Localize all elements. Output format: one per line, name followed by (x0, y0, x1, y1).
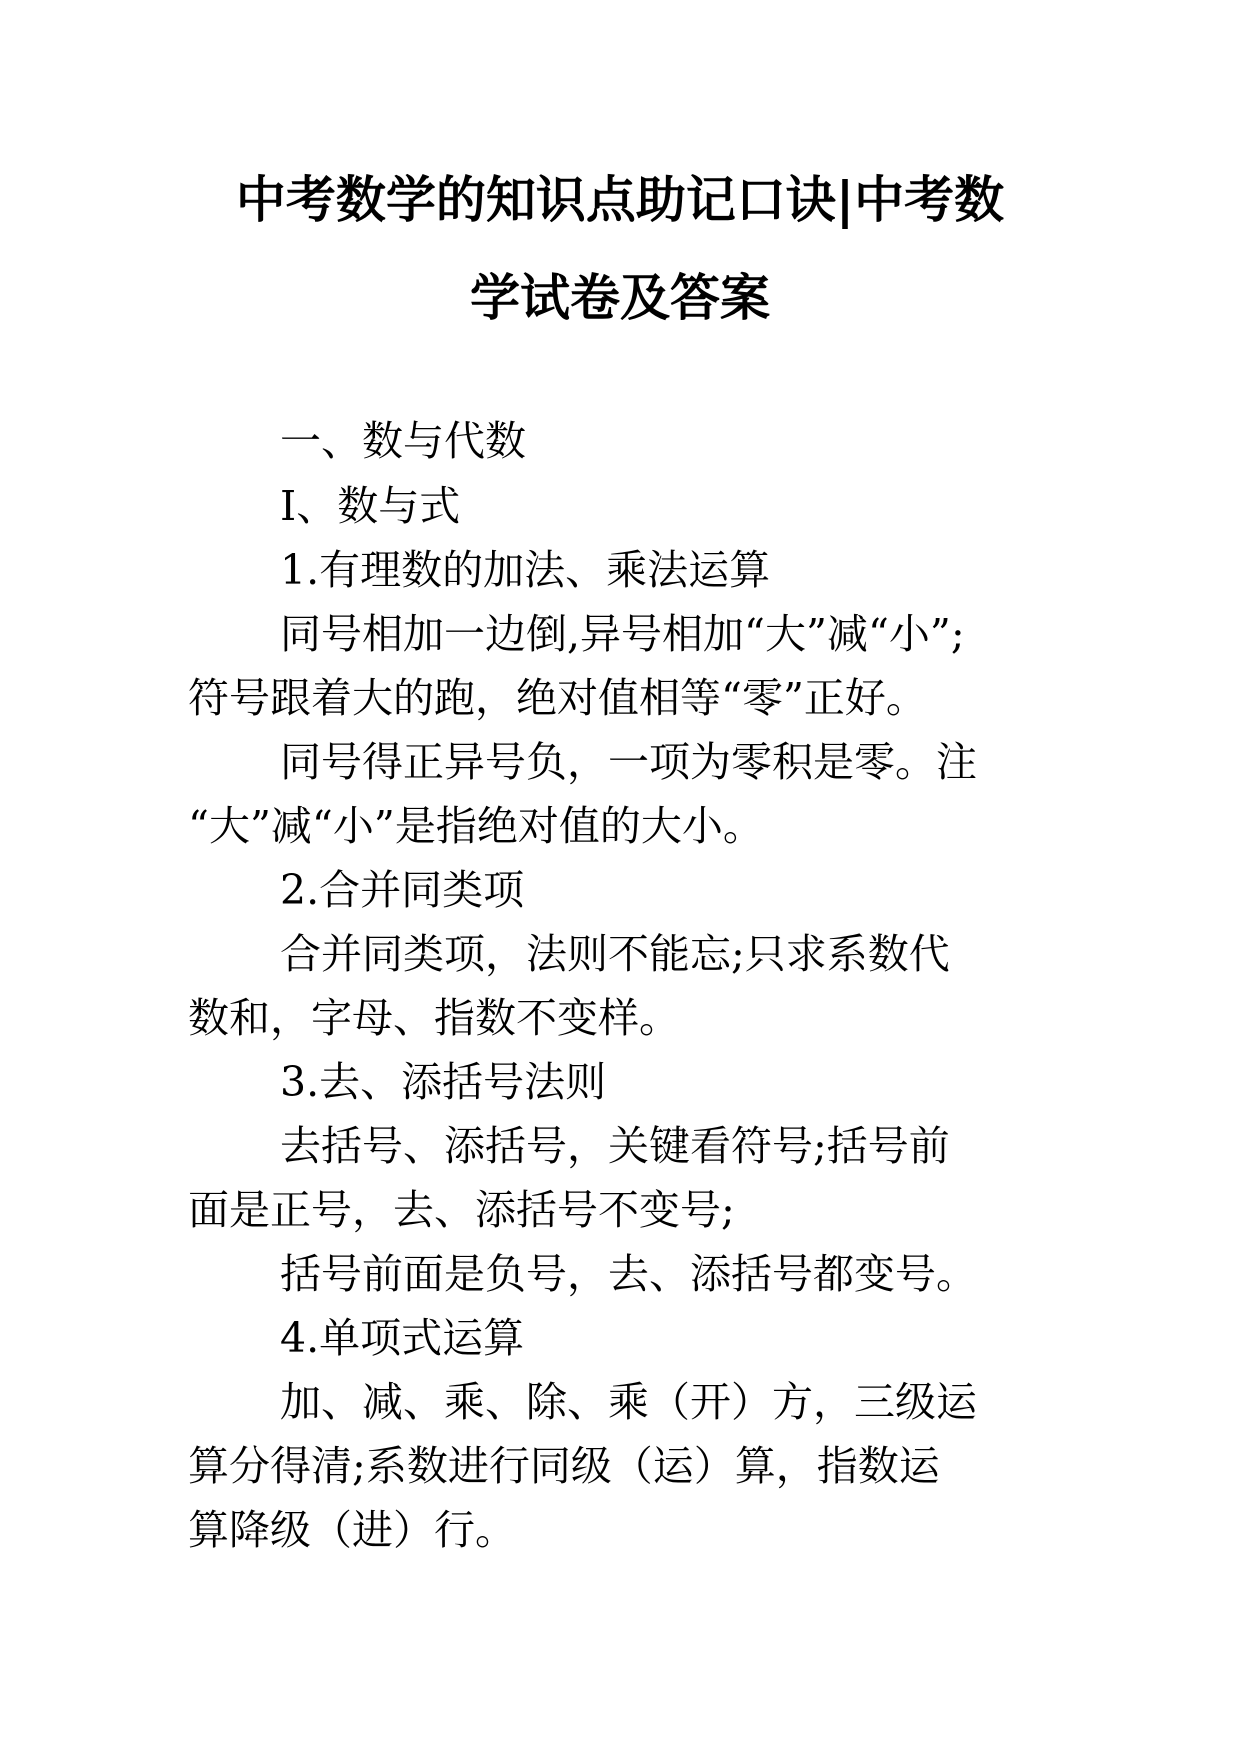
paragraph-line: 去括号、添括号，关键看符号;括号前 (280, 1122, 950, 1170)
topic-heading: 2.合并同类项 (280, 866, 525, 914)
topic-heading: 4.单项式运算 (280, 1314, 525, 1362)
paragraph-line: 括号前面是负号，去、添括号都变号。 (280, 1250, 977, 1298)
topic-heading: 3.去、添括号法则 (280, 1058, 607, 1106)
paragraph-line: “大”减“小”是指绝对值的大小。 (188, 802, 764, 850)
section-heading: 一、数与代数 (280, 417, 526, 465)
document-title-line-2: 学试卷及答案 (470, 269, 770, 327)
paragraph-line: 加、减、乘、除、乘（开）方，三级运 (280, 1378, 977, 1426)
subsection-heading: Ⅰ、数与式 (280, 482, 461, 530)
paragraph-line: 同号得正异号负，一项为零积是零。注 (280, 738, 977, 786)
paragraph-line: 算降级（进）行。 (188, 1506, 516, 1554)
paragraph-line: 算分得清;系数进行同级（运）算，指数运 (188, 1442, 940, 1490)
topic-heading: 1.有理数的加法、乘法运算 (280, 546, 771, 594)
document-title-line-1: 中考数学的知识点助记口诀|中考数 (235, 171, 1005, 229)
paragraph-line: 合并同类项，法则不能忘;只求系数代 (280, 930, 950, 978)
paragraph-line: 符号跟着大的跑，绝对值相等“零”正好。 (188, 674, 927, 722)
paragraph-line: 同号相加一边倒,异号相加“大”减“小”; (280, 610, 965, 658)
paragraph-line: 面是正号，去、添括号不变号; (188, 1186, 735, 1234)
paragraph-line: 数和，字母、指数不变样。 (188, 994, 680, 1042)
